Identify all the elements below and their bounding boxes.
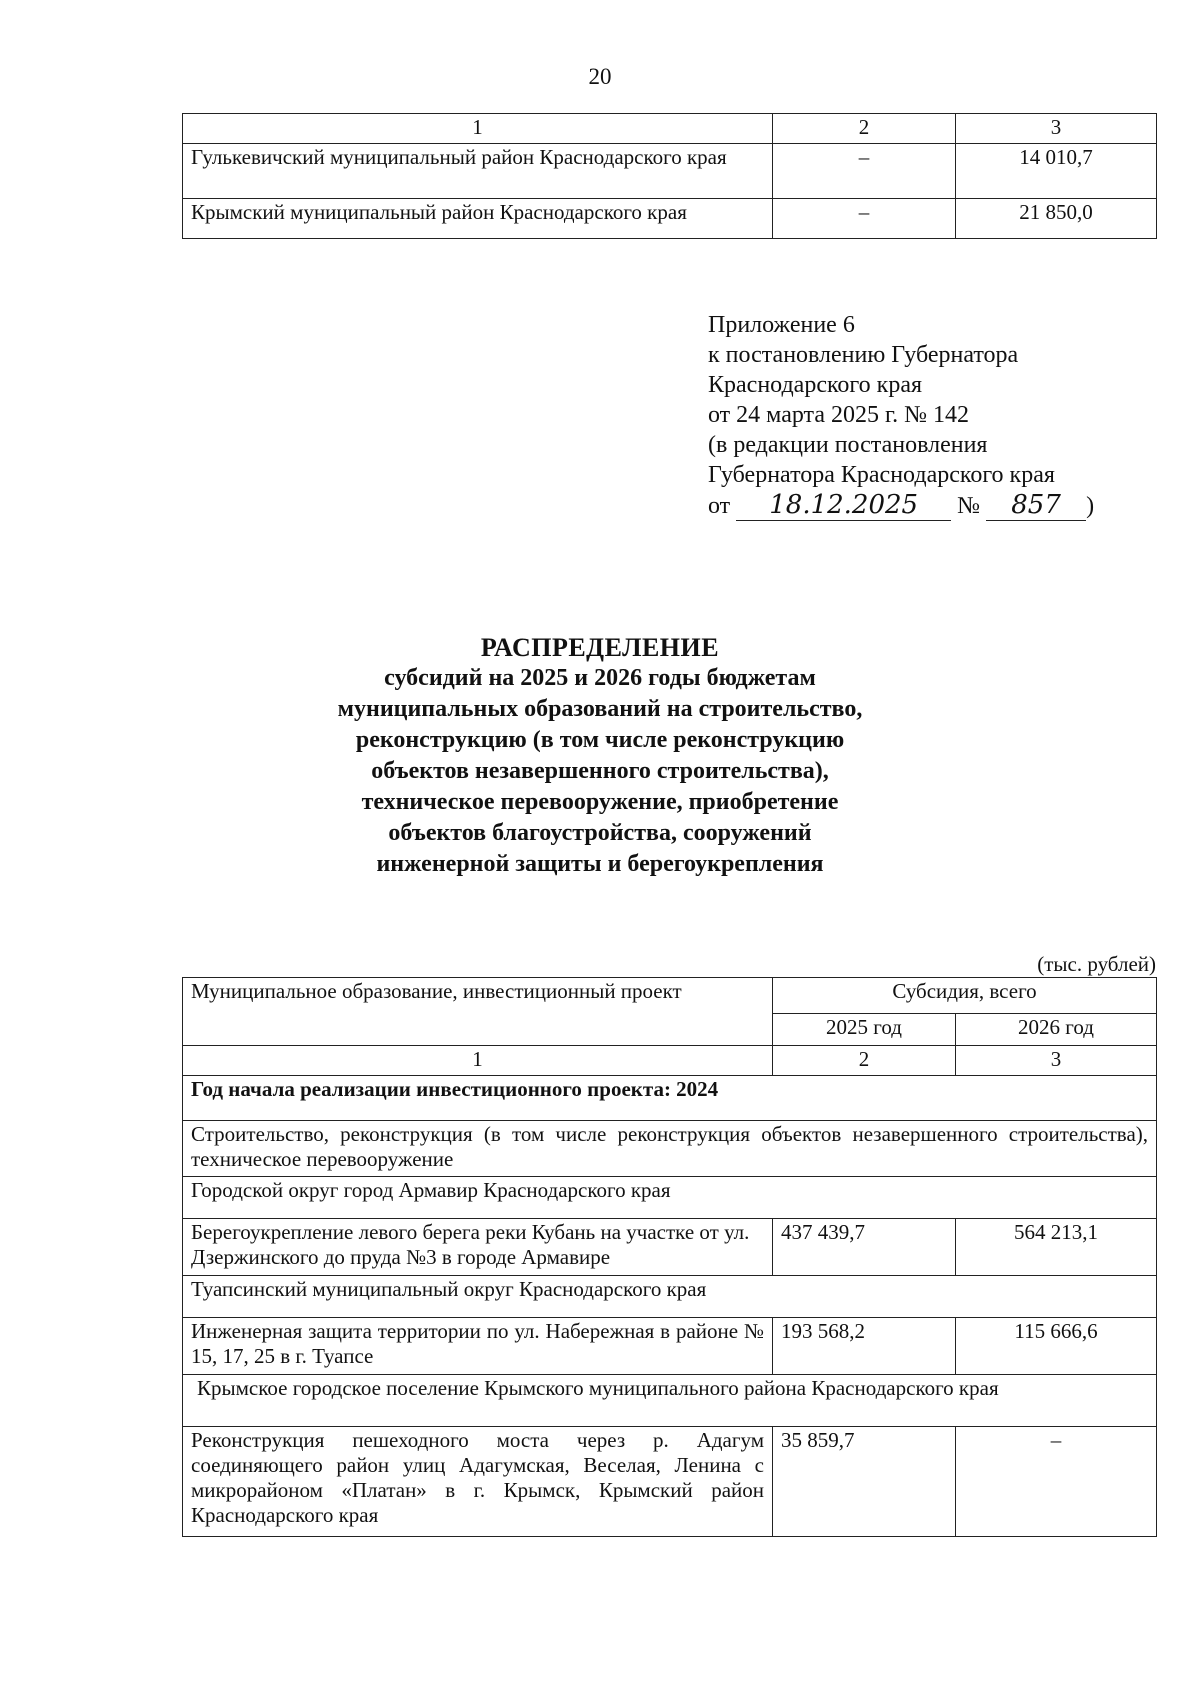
distribution-table [182, 977, 1157, 1537]
municipality-row [183, 1375, 1157, 1427]
appendix-line: Губернатора Краснодарского края [708, 462, 1055, 488]
project-value-2026: – [956, 1427, 1157, 1537]
project-value-2026: 564 213,1 [956, 1219, 1157, 1276]
header-subsidy-total: Субсидия, всего [773, 978, 1157, 1014]
appendix-line: Краснодарского края [708, 372, 923, 398]
title-line: объектов незавершенного строительства), [371, 758, 829, 784]
project-name: Реконструкция пешеходного моста через р. Адагум соединяющего район улиц Адагумская, Веселая, Ленина с микрорайоном «Платан» в г. Крымск, Крымский район Краснодарского края [183, 1427, 773, 1537]
row-value-2026: 21 850,0 [956, 199, 1157, 239]
appendix-line: Приложение 6 [708, 312, 855, 338]
header-year-2025: 2025 год [773, 1014, 956, 1046]
title-line: объектов благоустройства, сооружений [388, 820, 812, 846]
continuation-table [182, 113, 1157, 239]
project-value-2025: 193 568,2 [773, 1318, 956, 1375]
table-header-row [183, 114, 1157, 144]
handwritten-date: 18.12.2025 [736, 490, 951, 521]
document-title [250, 632, 950, 880]
row-name: Гулькевичский муниципальный район Краснодарского края [183, 144, 773, 199]
title-line: техническое перевооружение, приобретение [361, 789, 839, 815]
title-line: инженерной защиты и берегоукрепления [376, 851, 824, 877]
project-row [183, 1219, 1157, 1276]
page-number: 20 [588, 64, 612, 89]
handwritten-number: 857 [986, 490, 1086, 521]
column-number-2: 2 [773, 114, 956, 144]
table-header-row [183, 1046, 1157, 1076]
title-line: муниципальных образований на строительство, [337, 696, 863, 722]
section-row [183, 1076, 1157, 1121]
appendix-block [708, 310, 1178, 521]
column-number-1: 1 [183, 114, 773, 144]
municipality-name: Крымское городское поселение Крымского муниципального района Краснодарского края [183, 1375, 1157, 1427]
title-line: реконструкцию (в том числе реконструкцию [355, 727, 845, 753]
row-name: Крымский муниципальный район Краснодарского края [183, 199, 773, 239]
row-value-2025: – [773, 199, 956, 239]
row-value-2026: 14 010,7 [956, 144, 1157, 199]
project-value-2025: 437 439,7 [773, 1219, 956, 1276]
column-number-3: 3 [956, 114, 1157, 144]
section-heading: Год начала реализации инвестиционного проекта: 2024 [183, 1076, 1157, 1121]
row-value-2025: – [773, 144, 956, 199]
title-main: РАСПРЕДЕЛЕНИЕ [480, 633, 720, 662]
project-value-2025: 35 859,7 [773, 1427, 956, 1537]
table-row [183, 144, 1157, 199]
table-row [183, 199, 1157, 239]
units-label: (тыс. рублей) [1037, 952, 1156, 976]
project-row [183, 1427, 1157, 1537]
municipality-row [183, 1177, 1157, 1219]
project-name: Берегоукрепление левого берега реки Кубань на участке от ул. Дзержинского до пруда №3 в городе Армавире [183, 1219, 773, 1276]
header-year-2026: 2026 год [956, 1014, 1157, 1046]
date-prefix: от [708, 493, 731, 519]
number-prefix: № [957, 493, 981, 519]
closing-parenthesis: ) [1086, 493, 1095, 519]
municipality-row [183, 1276, 1157, 1318]
appendix-date-line [708, 490, 1178, 521]
title-line: субсидий на 2025 и 2026 годы бюджетам [384, 665, 816, 691]
column-number-2: 2 [773, 1046, 956, 1076]
municipality-name: Туапсинский муниципальный округ Краснодарского края [183, 1276, 1157, 1318]
category-row [183, 1121, 1157, 1177]
appendix-line: (в редакции постановления [708, 432, 988, 458]
category-heading: Строительство, реконструкция (в том числе реконструкция объектов незавершенного строительства), техническое перевооружение [183, 1121, 1157, 1177]
municipality-name: Городской округ город Армавир Краснодарского края [183, 1177, 1157, 1219]
column-number-1: 1 [183, 1046, 773, 1076]
column-number-3: 3 [956, 1046, 1157, 1076]
table-header-row [183, 978, 1157, 1014]
appendix-line: к постановлению Губернатора [708, 342, 1019, 368]
project-row [183, 1318, 1157, 1375]
project-value-2026: 115 666,6 [956, 1318, 1157, 1375]
appendix-line: от 24 марта 2025 г. № 142 [708, 402, 969, 428]
header-municipality: Муниципальное образование, инвестиционный проект [183, 978, 773, 1046]
project-name: Инженерная защита территории по ул. Набережная в районе № 15, 17, 25 в г. Туапсе [183, 1318, 773, 1375]
